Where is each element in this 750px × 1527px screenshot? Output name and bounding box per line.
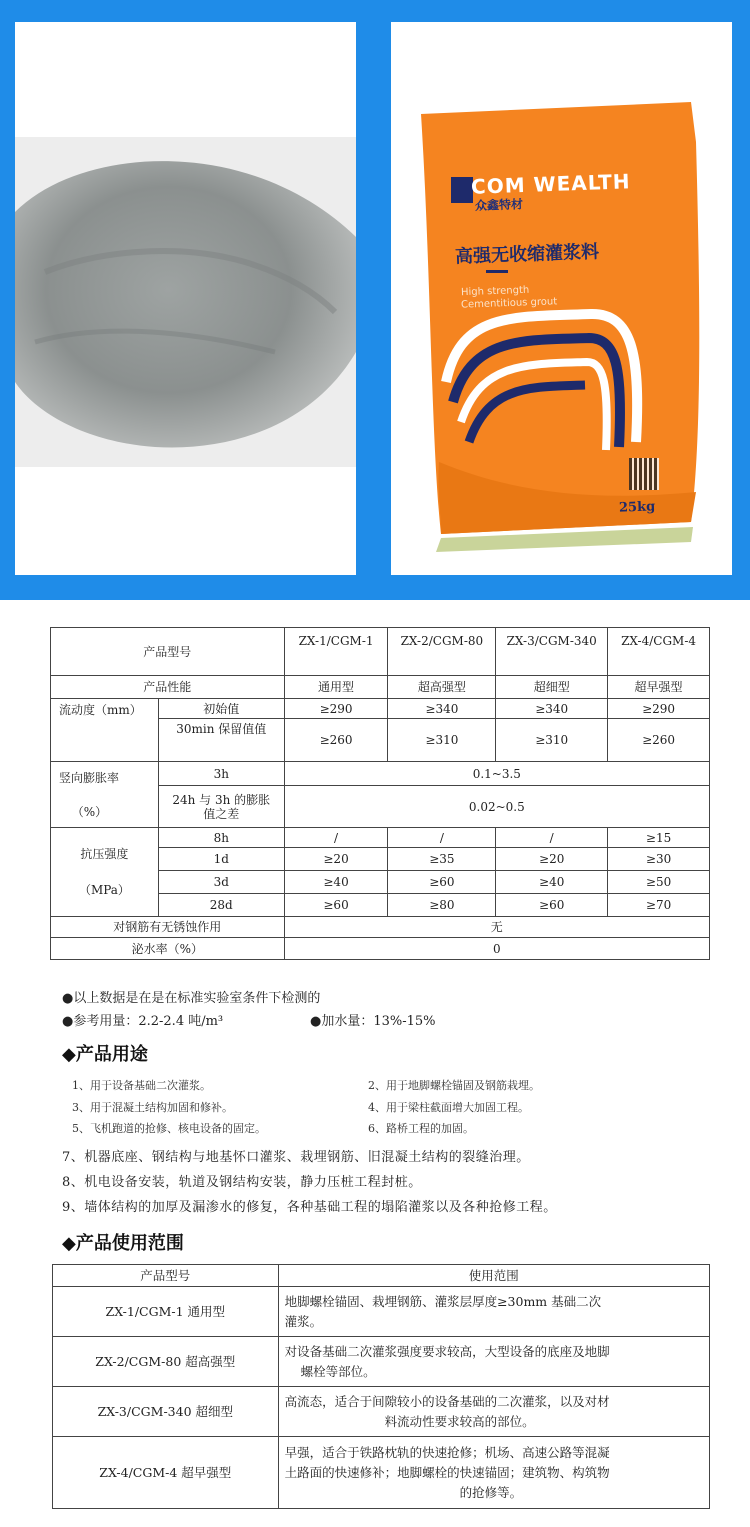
- model-header-label: 产品型号: [51, 628, 285, 676]
- expansion-diff-value: 0.02~0.5: [284, 786, 709, 828]
- range-scope-4-line2: 土路面的快速修补；地脚螺栓的快速锚固；建筑物、构筑物: [284, 1464, 610, 1480]
- table-row: [53, 1437, 710, 1509]
- bag-title-cn: 高强无收缩灌浆料: [454, 241, 600, 268]
- table-row: [51, 938, 710, 960]
- performance-1: 通用型: [284, 676, 388, 699]
- model-header-3: ZX-3/CGM-340: [496, 628, 608, 676]
- strength-8h-3: /: [496, 828, 608, 848]
- bag-title-en-1: High strength: [460, 284, 530, 299]
- range-model-4: ZX-4/CGM-4 超早强型: [53, 1437, 279, 1509]
- use-item-2: 2、用于地脚螺栓锚固及钢筋栽埋。: [368, 1079, 540, 1092]
- strength-3d-2: ≥60: [388, 871, 496, 894]
- strength-28d-2: ≥80: [388, 894, 496, 917]
- use-item-9: 9、墙体结构的加厚及漏渗水的修复，各种基础工程的塌陷灌浆以及各种抢修工程。: [62, 1200, 557, 1215]
- range-header-model: 产品型号: [53, 1265, 279, 1287]
- performance-4: 超早强型: [608, 676, 710, 699]
- expansion-label-1: 竖向膨胀率: [59, 770, 120, 785]
- expansion-3h-label: 3h: [158, 762, 284, 786]
- table-row: [51, 828, 710, 848]
- strength-label-cell: [51, 828, 159, 917]
- strength-age-1d: 1d: [158, 848, 284, 871]
- bag-brand-cn: 众鑫特材: [474, 197, 524, 213]
- range-scope-2: [278, 1337, 709, 1387]
- model-header-4: ZX-4/CGM-4: [608, 628, 710, 676]
- grout-bag-image: [391, 22, 732, 575]
- range-scope-4-line3: 的抢修等。: [459, 1484, 523, 1500]
- flow-retain-4: ≥260: [608, 719, 710, 762]
- range-scope-1-line1: 地脚螺栓锚固、栽埋钢筋、灌浆层厚度≥30mm 基础二次: [284, 1293, 602, 1309]
- strength-28d-1: ≥60: [284, 894, 388, 917]
- strength-1d-4: ≥30: [608, 848, 710, 871]
- flow-initial-4: ≥290: [608, 699, 710, 719]
- range-scope-3: [278, 1387, 709, 1437]
- rust-label: 对钢筋有无锈蚀作用: [51, 917, 285, 938]
- bleed-label: 泌水率（%）: [51, 938, 285, 960]
- powder-photo: [15, 22, 356, 575]
- strength-age-28d: 28d: [158, 894, 284, 917]
- flow-initial-label: 初始值: [158, 699, 284, 719]
- range-model-1: ZX-1/CGM-1 通用型: [53, 1287, 279, 1337]
- model-header-1: ZX-1/CGM-1: [284, 628, 388, 676]
- performance-label: 产品性能: [51, 676, 285, 699]
- product-banner: [0, 0, 750, 600]
- powder-pile-image: [15, 22, 356, 575]
- bleed-value: 0: [284, 938, 709, 960]
- table-row: [51, 699, 710, 719]
- product-bag-photo: [391, 22, 732, 575]
- range-scope-3-line2: 料流动性要求较高的部位。: [384, 1413, 535, 1429]
- expansion-diff-label-2: 值之差: [203, 806, 240, 821]
- table-row: [53, 1287, 710, 1337]
- flow-label: 流动度（mm）: [51, 699, 159, 762]
- strength-28d-3: ≥60: [496, 894, 608, 917]
- performance-3: 超细型: [496, 676, 608, 699]
- qr-code-icon: [629, 458, 659, 490]
- range-scope-1-line2: 灌浆。: [284, 1313, 323, 1329]
- note-test-conditions: ●以上数据是在是在标准实验室条件下检测的: [62, 991, 321, 1006]
- use-item-1: 1、用于设备基础二次灌浆。: [72, 1079, 211, 1092]
- flow-initial-1: ≥290: [284, 699, 388, 719]
- spec-table: [50, 627, 710, 960]
- strength-1d-3: ≥20: [496, 848, 608, 871]
- performance-2: 超高强型: [388, 676, 496, 699]
- bag-weight: 25kg: [618, 499, 656, 516]
- range-scope-4: [278, 1437, 709, 1509]
- strength-8h-2: /: [388, 828, 496, 848]
- range-scope-4-line1: 早强，适合于铁路枕轨的快速抢修；机场、高速公路等混凝: [284, 1444, 610, 1460]
- expansion-label-cell: [51, 762, 159, 828]
- expansion-label-2: （%）: [71, 804, 108, 819]
- strength-age-3d: 3d: [158, 871, 284, 894]
- range-header-scope: 使用范围: [278, 1265, 709, 1287]
- strength-1d-1: ≥20: [284, 848, 388, 871]
- use-item-7: 7、机器底座、钢结构与地基怀口灌浆、栽埋钢筋、旧混凝土结构的裂缝治理。: [62, 1150, 530, 1165]
- strength-8h-1: /: [284, 828, 388, 848]
- flow-retain-label: 30min 保留值值: [158, 719, 284, 762]
- range-scope-2-line2: 螺栓等部位。: [300, 1363, 376, 1379]
- bag-brand-en: COM WEALTH: [470, 169, 631, 199]
- range-scope-3-line1: 高流态，适合于间隙较小的设备基础的二次灌浆，以及对材: [284, 1393, 610, 1409]
- spacer: [53, 785, 156, 805]
- strength-1d-2: ≥35: [388, 848, 496, 871]
- table-row: [51, 917, 710, 938]
- bag-title-en-2: Cementitious grout: [460, 296, 558, 311]
- note-dosage: ●参考用量：2.2-2.4 吨/m³: [62, 1014, 224, 1029]
- flow-initial-3: ≥340: [496, 699, 608, 719]
- rust-value: 无: [284, 917, 709, 938]
- strength-28d-4: ≥70: [608, 894, 710, 917]
- table-row: [53, 1387, 710, 1437]
- flow-initial-2: ≥340: [388, 699, 496, 719]
- model-header-2: ZX-2/CGM-80: [388, 628, 496, 676]
- strength-3d-1: ≥40: [284, 871, 388, 894]
- strength-age-8h: 8h: [158, 828, 284, 848]
- spacer: [53, 861, 156, 883]
- flow-retain-3: ≥310: [496, 719, 608, 762]
- use-item-8: 8、机电设备安装，轨道及钢结构安装，静力压桩工程封桩。: [62, 1175, 422, 1190]
- range-scope-2-line1: 对设备基础二次灌浆强度要求较高，大型设备的底座及地脚: [284, 1343, 610, 1359]
- use-item-4: 4、用于梁柱截面增大加固工程。: [368, 1101, 529, 1114]
- range-heading: ◆产品使用范围: [62, 1233, 184, 1254]
- table-row: [51, 762, 710, 786]
- expansion-diff-label-1: 24h 与 3h 的膨胀: [172, 792, 271, 807]
- strength-3d-4: ≥50: [608, 871, 710, 894]
- strength-3d-3: ≥40: [496, 871, 608, 894]
- strength-label-1: 抗压强度: [80, 847, 129, 861]
- range-scope-1: [278, 1287, 709, 1337]
- expansion-3h-value: 0.1~3.5: [284, 762, 709, 786]
- table-row: [53, 1337, 710, 1387]
- note-water: ●加水量：13%-15%: [310, 1014, 436, 1029]
- table-row: [51, 628, 710, 676]
- range-model-2: ZX-2/CGM-80 超高强型: [53, 1337, 279, 1387]
- table-row: [51, 676, 710, 699]
- uses-heading: ◆产品用途: [62, 1044, 148, 1065]
- flow-retain-2: ≥310: [388, 719, 496, 762]
- strength-label-2: （MPa）: [78, 883, 130, 897]
- range-model-3: ZX-3/CGM-340 超细型: [53, 1387, 279, 1437]
- use-item-5: 5、飞机跑道的抢修、核电设备的固定。: [72, 1122, 266, 1135]
- strength-8h-4: ≥15: [608, 828, 710, 848]
- flow-retain-1: ≥260: [284, 719, 388, 762]
- range-table: [52, 1264, 710, 1509]
- table-row: [53, 1265, 710, 1287]
- use-item-3: 3、用于混凝土结构加固和修补。: [72, 1101, 233, 1114]
- use-item-6: 6、路桥工程的加固。: [368, 1122, 474, 1135]
- expansion-diff-label-cell: [158, 786, 284, 828]
